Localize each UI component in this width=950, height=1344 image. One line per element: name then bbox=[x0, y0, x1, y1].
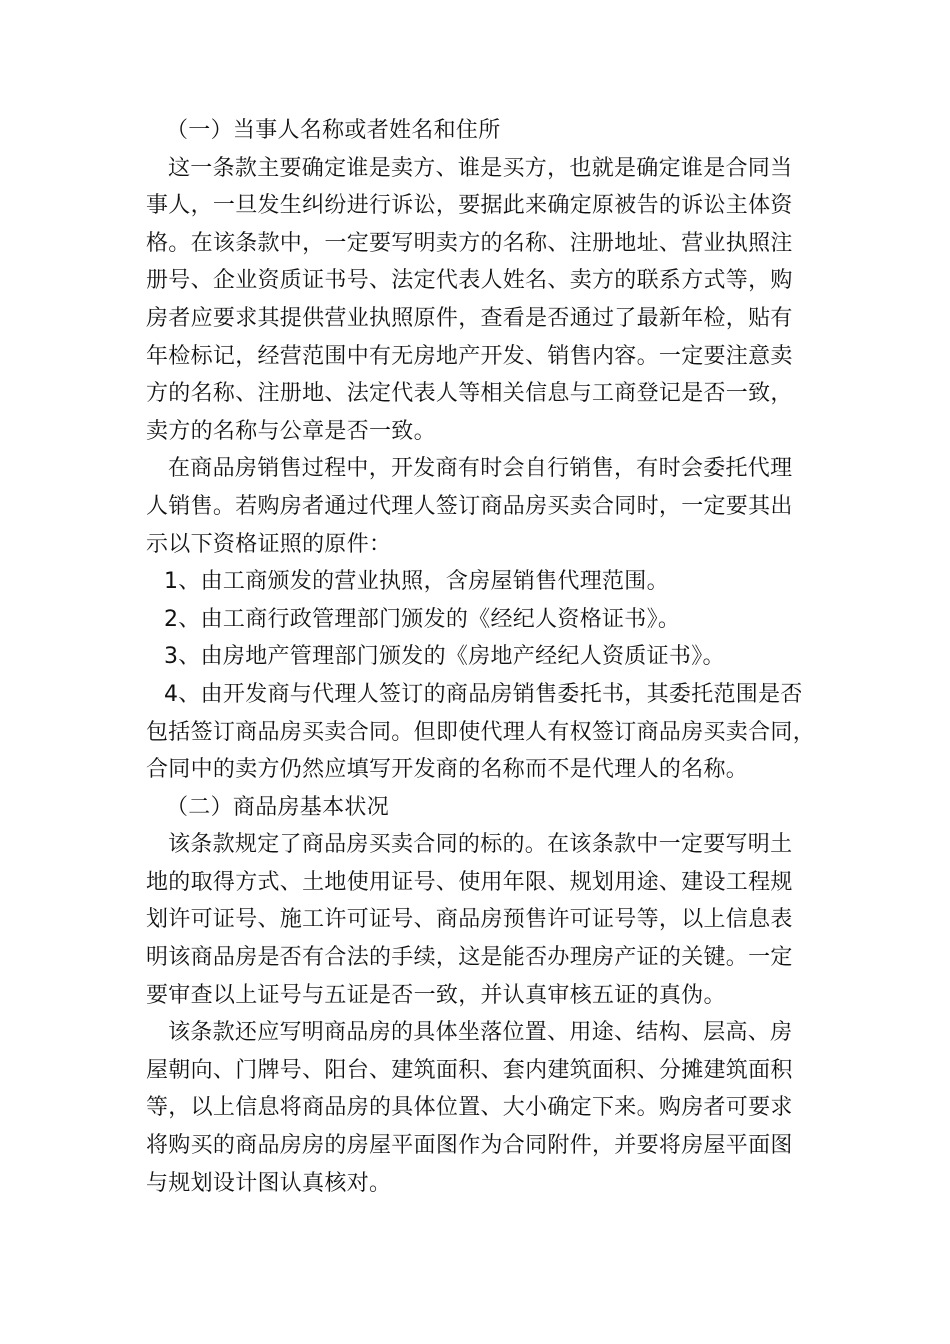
text-line: 在商品房销售过程中，开发商有时会自行销售，有时会委托代理 bbox=[168, 456, 793, 482]
list-item-4 bbox=[146, 676, 822, 789]
text-line: 屋朝向、门牌号、阳台、建筑面积、套内建筑面积、分摊建筑面积 bbox=[146, 1057, 793, 1083]
text-line: 与规划设计图认真核对。 bbox=[146, 1170, 392, 1196]
text-line: 方的名称、注册地、法定代表人等相关信息与工商登记是否一致， bbox=[146, 381, 793, 407]
list-item-2: 2、由工商行政管理部门颁发的《经纪人资格证书》。 bbox=[164, 606, 681, 632]
paragraph-subject bbox=[146, 826, 822, 1014]
text-line: 合同中的卖方仍然应填写开发商的名称而不是代理人的名称。 bbox=[146, 757, 749, 783]
text-line: 示以下资格证照的原件： bbox=[146, 531, 392, 557]
paragraph-location bbox=[146, 1014, 822, 1202]
section-heading-2: （二）商品房基本状况 bbox=[166, 794, 390, 820]
list-item-3: 3、由房地产管理部门颁发的《房地产经纪人资质证书》。 bbox=[164, 644, 725, 670]
text-line: 事人，一旦发生纠纷进行诉讼，要据此来确定原被告的诉讼主体资 bbox=[146, 193, 793, 219]
text-line: 房者应要求其提供营业执照原件，查看是否通过了最新年检，贴有 bbox=[146, 305, 793, 331]
text-line: 卖方的名称与公章是否一致。 bbox=[146, 418, 436, 444]
text-line: 要审查以上证号与五证是否一致，并认真审核五证的真伪。 bbox=[146, 982, 726, 1008]
text-line: 格。在该条款中，一定要写明卖方的名称、注册地址、营业执照注 bbox=[146, 230, 793, 256]
text-line: 该条款规定了商品房买卖合同的标的。在该条款中一定要写明土 bbox=[168, 832, 793, 858]
text-line: 明该商品房是否有合法的手续，这是能否办理房产证的关键。一定 bbox=[146, 945, 793, 971]
text-line: 划许可证号、施工许可证号、商品房预售许可证号等，以上信息表 bbox=[146, 907, 793, 933]
text-line: 年检标记，经营范围中有无房地产开发、销售内容。一定要注意卖 bbox=[146, 343, 793, 369]
text-line: 人销售。若购房者通过代理人签订商品房买卖合同时，一定要其出 bbox=[146, 493, 793, 519]
text-line: 4、由开发商与代理人签订的商品房销售委托书，其委托范围是否 bbox=[164, 681, 803, 707]
paragraph-sales-agent bbox=[146, 450, 822, 563]
paragraph-parties bbox=[146, 150, 822, 451]
text-line: 该条款还应写明商品房的具体坐落位置、用途、结构、层高、房 bbox=[168, 1020, 793, 1046]
text-line: 将购买的商品房房的房屋平面图作为合同附件，并要将房屋平面图 bbox=[146, 1133, 793, 1159]
text-line: 等，以上信息将商品房的具体位置、大小确定下来。购房者可要求 bbox=[146, 1095, 793, 1121]
text-line: 册号、企业资质证书号、法定代表人姓名、卖方的联系方式等，购 bbox=[146, 268, 793, 294]
document-page bbox=[146, 112, 822, 1202]
text-line: 包括签订商品房买卖合同。但即使代理人有权签订商品房买卖合同， bbox=[146, 719, 816, 745]
text-line: 地的取得方式、土地使用证号、使用年限、规划用途、建设工程规 bbox=[146, 869, 793, 895]
text-line: 这一条款主要确定谁是卖方、谁是买方，也就是确定谁是合同当 bbox=[168, 155, 793, 181]
section-heading-1: （一）当事人名称或者姓名和住所 bbox=[166, 118, 501, 143]
list-item-1: 1、由工商颁发的营业执照，含房屋销售代理范围。 bbox=[164, 569, 669, 595]
